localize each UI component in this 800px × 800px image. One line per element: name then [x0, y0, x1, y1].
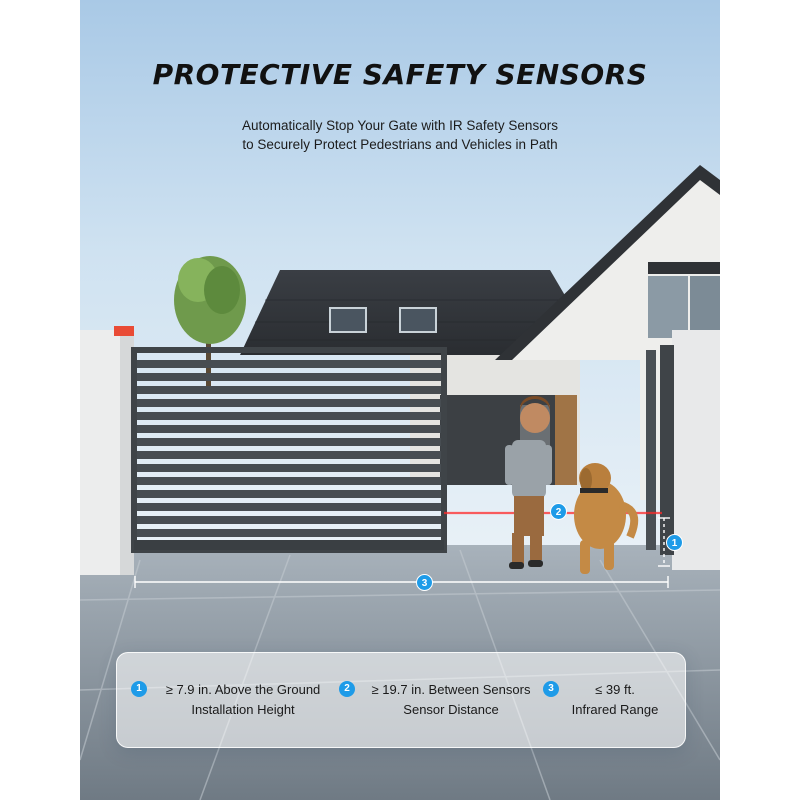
spec-value: ≥ 7.9 in. Above the Ground	[165, 682, 321, 697]
scene-marker-height: 1	[666, 534, 683, 551]
specs-panel	[116, 652, 686, 748]
scene-marker-distance: 2	[550, 503, 567, 520]
spec-sensor-distance	[339, 653, 539, 747]
spec-installation-height	[131, 653, 331, 747]
spec-label: Installation Height	[191, 702, 295, 717]
scene-marker-range: 3	[416, 574, 433, 591]
spec-label: Sensor Distance	[403, 702, 499, 717]
spec-value: ≥ 19.7 in. Between Sensors	[371, 682, 531, 697]
spec-value: ≤ 39 ft.	[595, 682, 635, 697]
spec-number: 2	[339, 681, 355, 697]
subheadline-line-2: to Securely Protect Pedestrians and Vehicles in Path	[242, 137, 558, 152]
spec-label: Infrared Range	[571, 702, 659, 717]
spec-number: 1	[131, 681, 147, 697]
subheadline-line-1: Automatically Stop Your Gate with IR Safety Sensors	[242, 118, 558, 133]
spec-infrared-range	[543, 653, 673, 747]
product-banner	[80, 0, 720, 800]
left-pillar	[80, 326, 134, 575]
spec-number: 3	[543, 681, 559, 697]
headline: PROTECTIVE SAFETY SENSORS	[152, 58, 648, 91]
